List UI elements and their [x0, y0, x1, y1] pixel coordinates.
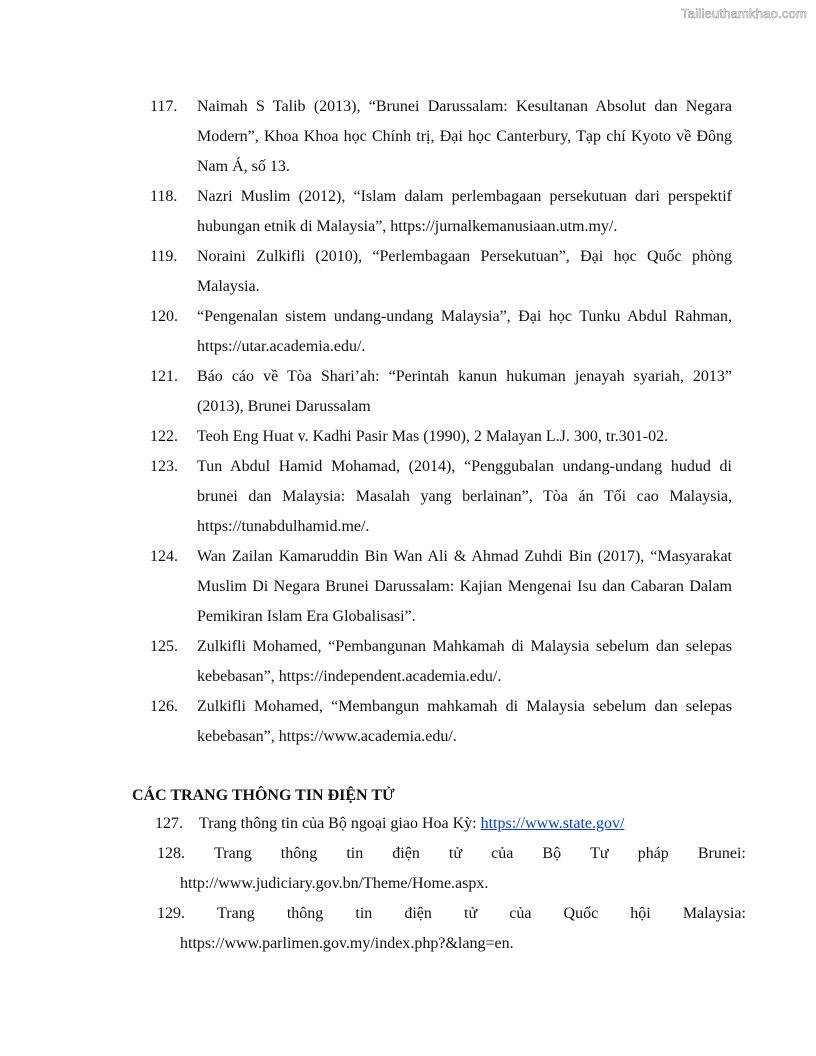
reference-number: 120. — [150, 308, 178, 325]
reference-list — [0, 92, 816, 752]
reference-item — [0, 182, 816, 242]
section-heading: CÁC TRANG THÔNG TIN ĐIỆN TỬ — [132, 787, 395, 804]
website-number: 128. — [157, 845, 185, 862]
website-number: 127. — [155, 815, 183, 832]
website-url: http://www.judiciary.gov.bn/Theme/Home.aspx. — [180, 875, 489, 892]
reference-number: 123. — [150, 458, 178, 475]
word: của — [509, 905, 532, 922]
website-list — [0, 809, 816, 959]
reference-number: 124. — [150, 548, 178, 565]
reference-text: Tun Abdul Hamid Mohamad, (2014), “Penggubalan undang-undang hudud di brunei dan Malaysia: Masalah yang berlainan”, Tòa án Tối cao Malaysia, https://tunabdulhamid.me/. — [197, 458, 732, 535]
reference-text: Nazri Muslim (2012), “Islam dalam perlembagaan persekutuan dari perspektif hubungan etnik di Malaysia”, https://jurnalkemanusiaan.utm.my/. — [197, 188, 732, 235]
reference-text: Noraini Zulkifli (2010), “Perlembagaan Persekutuan”, Đại học Quốc phòng Malaysia. — [197, 248, 732, 295]
word: Quốc — [563, 905, 599, 922]
reference-number: 126. — [150, 698, 178, 715]
word: tử — [448, 845, 463, 862]
reference-number: 117. — [150, 98, 178, 115]
reference-item — [0, 92, 816, 182]
website-label: Trang thông tin của Bộ ngoại giao Hoa Kỳ: — [199, 815, 481, 832]
word: Trang — [217, 905, 255, 922]
word: tử — [464, 905, 478, 922]
reference-text: Naimah S Talib (2013), “Brunei Darussalam: Kesultanan Absolut dan Negara Modern”, Khoa Khoa học Chính trị, Đại học Canterbury, Tạp chí Kyoto về Đông Nam Á, số 13. — [197, 98, 732, 175]
reference-text: “Pengenalan sistem undang-undang Malaysia”, Đại học Tunku Abdul Rahman, https://utar.academia.edu/. — [197, 308, 732, 355]
word: pháp — [637, 845, 669, 862]
watermark: Tailieuthamkhao.com — [681, 6, 807, 21]
word: tin — [346, 845, 364, 862]
word: tin — [355, 905, 373, 922]
reference-item — [0, 422, 816, 452]
reference-number: 118. — [150, 188, 178, 205]
website-line — [157, 839, 746, 869]
website-item — [0, 899, 816, 959]
reference-number: 122. — [150, 428, 178, 445]
reference-number: 119. — [150, 248, 178, 265]
reference-item — [0, 242, 816, 302]
reference-item — [0, 542, 816, 632]
website-line — [157, 899, 746, 929]
reference-text: Teoh Eng Huat v. Kadhi Pasir Mas (1990), 2 Malayan L.J. 300, tr.301-02. — [197, 428, 669, 445]
word: hội — [630, 905, 651, 922]
reference-text: Zulkifli Mohamed, “Membangun mahkamah di Malaysia sebelum dan selepas kebebasan”, https://www.academia.edu/. — [197, 698, 732, 745]
word: Brunei: — [697, 845, 746, 862]
website-item — [0, 809, 816, 839]
reference-text: Wan Zailan Kamaruddin Bin Wan Ali & Ahmad Zuhdi Bin (2017), “Masyarakat Muslim Di Negara Brunei Darussalam: Kajian Mengenai Isu dan Cabaran Dalam Pemikiran Islam Era Globalisasi”. — [197, 548, 732, 625]
reference-text: Zulkifli Mohamed, “Pembangunan Mahkamah di Malaysia sebelum dan selepas kebebasan”, https://independent.academia.edu/. — [197, 638, 732, 685]
word: thông — [286, 905, 324, 922]
reference-item — [0, 632, 816, 692]
reference-number: 125. — [150, 638, 178, 655]
word: điện — [404, 905, 432, 922]
reference-item — [0, 452, 816, 542]
state-gov-link[interactable]: https://www.state.gov/ — [480, 815, 625, 832]
word: Trang — [214, 845, 252, 862]
word: của — [491, 845, 514, 862]
word: điện — [392, 845, 420, 862]
website-item — [0, 839, 816, 899]
website-number: 129. — [157, 905, 185, 922]
word: thông — [280, 845, 318, 862]
website-text — [199, 809, 816, 839]
word: Malaysia: — [682, 905, 746, 922]
word: Bộ — [542, 845, 562, 862]
reference-text: Báo cáo về Tòa Shari’ah: “Perintah kanun hukuman jenayah syariah, 2013” (2013), Brunei Darussalam — [197, 368, 732, 415]
reference-item — [0, 302, 816, 362]
reference-item — [0, 692, 816, 752]
word: Tư — [590, 845, 609, 862]
reference-number: 121. — [150, 368, 178, 385]
website-url: https://www.parlimen.gov.my/index.php?&lang=en. — [180, 935, 514, 952]
reference-item — [0, 362, 816, 422]
